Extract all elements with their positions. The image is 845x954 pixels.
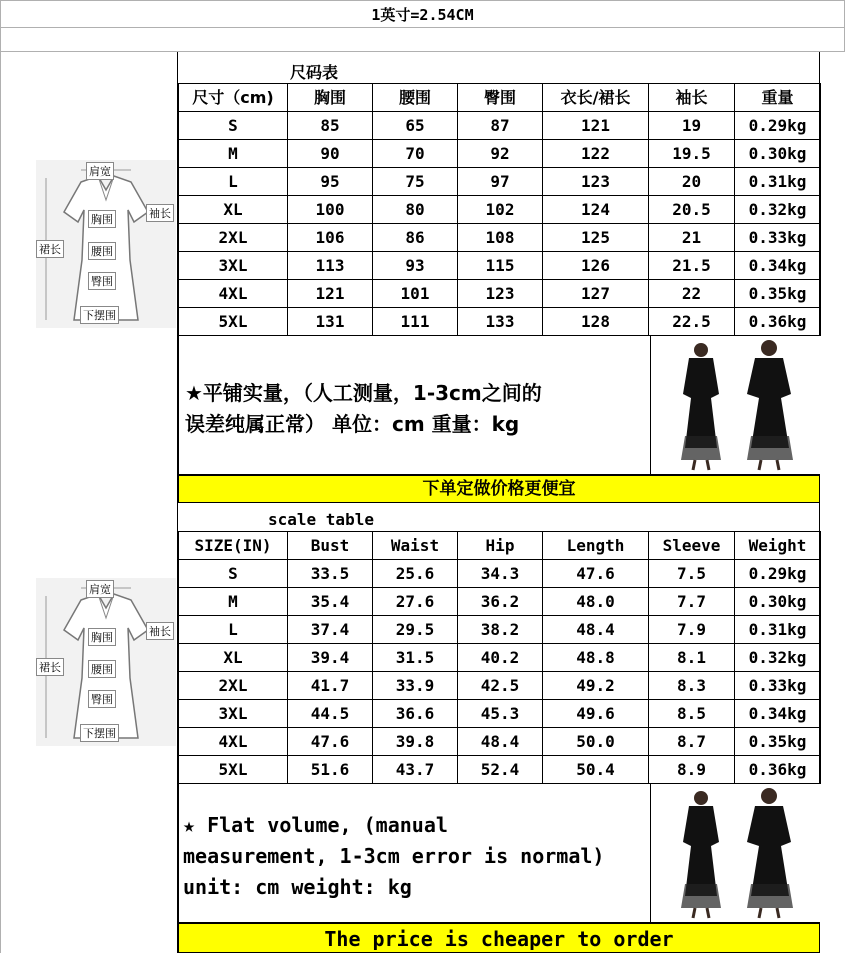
table-cell: 22.5 xyxy=(649,308,735,336)
table-cell: 4XL xyxy=(179,728,288,756)
table-row xyxy=(179,168,821,196)
size-table-inch xyxy=(178,531,821,784)
table-cell: 86 xyxy=(373,224,458,252)
table-cell: 7.5 xyxy=(649,560,735,588)
table-cell: 75 xyxy=(373,168,458,196)
table-cell: 0.34kg xyxy=(735,252,821,280)
diagram-label-shoulder: 肩宽 xyxy=(86,580,114,598)
table-cell: 65 xyxy=(373,112,458,140)
table-cell: 31.5 xyxy=(373,644,458,672)
table-cell: 0.30kg xyxy=(735,588,821,616)
table-cell: 19.5 xyxy=(649,140,735,168)
table-cell: 113 xyxy=(288,252,373,280)
table-cell: 48.4 xyxy=(543,616,649,644)
table-row xyxy=(179,700,821,728)
table-cell: 128 xyxy=(543,308,649,336)
note-line: ★平铺实量，（人工测量，1-3cm之间的 xyxy=(185,381,542,405)
column-header: Bust xyxy=(288,532,373,560)
table-cell: 42.5 xyxy=(458,672,543,700)
table-row xyxy=(179,224,821,252)
table-cell: 47.6 xyxy=(543,560,649,588)
table-cell: 0.31kg xyxy=(735,616,821,644)
table-cell: 2XL xyxy=(179,672,288,700)
table-cell: 8.1 xyxy=(649,644,735,672)
table-row xyxy=(179,756,821,784)
table-cell: 122 xyxy=(543,140,649,168)
chart-caption: scale table xyxy=(268,510,374,529)
table-cell: 95 xyxy=(288,168,373,196)
table-cell: 8.3 xyxy=(649,672,735,700)
table-cell: 48.4 xyxy=(458,728,543,756)
column-header: 臀围 xyxy=(458,84,543,112)
table-cell: 50.4 xyxy=(543,756,649,784)
diagram-label-sleeve: 袖长 xyxy=(146,204,174,222)
table-cell: 20 xyxy=(649,168,735,196)
price-banner: 下单定做价格更便宜 xyxy=(178,475,820,503)
table-cell: 38.2 xyxy=(458,616,543,644)
table-cell: 127 xyxy=(543,280,649,308)
table-cell: 90 xyxy=(288,140,373,168)
table-cell: S xyxy=(179,560,288,588)
table-cell: 25.6 xyxy=(373,560,458,588)
column-header: Hip xyxy=(458,532,543,560)
table-cell: 0.33kg xyxy=(735,672,821,700)
note-text xyxy=(185,378,542,440)
diagram-label-shoulder: 肩宽 xyxy=(86,162,114,180)
table-cell: 39.8 xyxy=(373,728,458,756)
table-row xyxy=(179,672,821,700)
column-header: Sleeve xyxy=(649,532,735,560)
table-cell: M xyxy=(179,588,288,616)
table-cell: 27.6 xyxy=(373,588,458,616)
table-cell: 0.31kg xyxy=(735,168,821,196)
table-row xyxy=(179,616,821,644)
model-photo xyxy=(650,336,820,474)
price-banner: The price is cheaper to order xyxy=(178,923,820,953)
size-table-cm xyxy=(178,83,821,336)
table-row xyxy=(179,308,821,336)
table-cell: 52.4 xyxy=(458,756,543,784)
table-row xyxy=(179,140,821,168)
column-header: 腰围 xyxy=(373,84,458,112)
note-text xyxy=(183,810,604,903)
table-cell: L xyxy=(179,616,288,644)
diagram-label-waist: 腰围 xyxy=(88,660,116,678)
table-cell: 22 xyxy=(649,280,735,308)
table-cell: 0.36kg xyxy=(735,756,821,784)
table-cell: 123 xyxy=(458,280,543,308)
note-line: ★ Flat volume, (manual xyxy=(183,813,448,837)
table-row xyxy=(179,280,821,308)
table-cell: 70 xyxy=(373,140,458,168)
column-header: 重量 xyxy=(735,84,821,112)
diagram-label-hem: 下摆围 xyxy=(80,724,119,742)
table-cell: 125 xyxy=(543,224,649,252)
table-row xyxy=(179,196,821,224)
table-cell: XL xyxy=(179,644,288,672)
diagram-label-chest: 胸围 xyxy=(88,210,116,228)
table-cell: 40.2 xyxy=(458,644,543,672)
table-cell: 36.2 xyxy=(458,588,543,616)
table-cell: 21 xyxy=(649,224,735,252)
table-cell: 131 xyxy=(288,308,373,336)
table-cell: 121 xyxy=(543,112,649,140)
note-line: measurement, 1-3cm error is normal) xyxy=(183,844,605,868)
table-cell: 5XL xyxy=(179,308,288,336)
table-cell: 0.35kg xyxy=(735,728,821,756)
table-cell: XL xyxy=(179,196,288,224)
table-cell: 2XL xyxy=(179,224,288,252)
table-cell: 29.5 xyxy=(373,616,458,644)
table-cell: 0.34kg xyxy=(735,700,821,728)
table-cell: 3XL xyxy=(179,700,288,728)
table-cell: 80 xyxy=(373,196,458,224)
table-cell: 51.6 xyxy=(288,756,373,784)
table-cell: 123 xyxy=(543,168,649,196)
diagram-label-hip: 臀围 xyxy=(88,272,116,290)
note-box xyxy=(178,783,820,923)
table-header-row xyxy=(179,84,821,112)
table-cell: 0.33kg xyxy=(735,224,821,252)
table-cell: 121 xyxy=(288,280,373,308)
table-cell: 8.7 xyxy=(649,728,735,756)
table-row xyxy=(179,644,821,672)
table-row xyxy=(179,560,821,588)
table-cell: 133 xyxy=(458,308,543,336)
table-cell: 35.4 xyxy=(288,588,373,616)
table-cell: 0.36kg xyxy=(735,308,821,336)
table-cell: 41.7 xyxy=(288,672,373,700)
table-cell: 93 xyxy=(373,252,458,280)
column-header: 胸围 xyxy=(288,84,373,112)
diagram-label-length: 裙长 xyxy=(36,658,64,676)
diagram-label-length: 裙长 xyxy=(36,240,64,258)
table-cell: 85 xyxy=(288,112,373,140)
table-cell: 43.7 xyxy=(373,756,458,784)
table-cell: 44.5 xyxy=(288,700,373,728)
diagram-label-waist: 腰围 xyxy=(88,242,116,260)
table-cell: 0.30kg xyxy=(735,140,821,168)
column-header: Length xyxy=(543,532,649,560)
table-cell: 3XL xyxy=(179,252,288,280)
table-cell: 39.4 xyxy=(288,644,373,672)
table-cell: 102 xyxy=(458,196,543,224)
table-cell: 7.9 xyxy=(649,616,735,644)
table-cell: 8.5 xyxy=(649,700,735,728)
table-row xyxy=(179,252,821,280)
table-cell: M xyxy=(179,140,288,168)
table-cell: S xyxy=(179,112,288,140)
diagram-label-hem: 下摆围 xyxy=(80,306,119,324)
table-cell: 20.5 xyxy=(649,196,735,224)
table-cell: 101 xyxy=(373,280,458,308)
table-cell: 108 xyxy=(458,224,543,252)
table-header-row xyxy=(179,532,821,560)
table-cell: 7.7 xyxy=(649,588,735,616)
table-row xyxy=(179,112,821,140)
table-cell: 37.4 xyxy=(288,616,373,644)
table-cell: 0.29kg xyxy=(735,560,821,588)
page-title: 1英寸=2.54CM xyxy=(0,0,845,28)
column-header: Weight xyxy=(735,532,821,560)
table-row xyxy=(179,728,821,756)
column-header: Waist xyxy=(373,532,458,560)
column-header: 袖长 xyxy=(649,84,735,112)
table-cell: 48.0 xyxy=(543,588,649,616)
dress-measurement-diagram xyxy=(36,578,176,746)
table-cell: 49.2 xyxy=(543,672,649,700)
table-cell: 0.29kg xyxy=(735,112,821,140)
table-cell: 106 xyxy=(288,224,373,252)
table-cell: 45.3 xyxy=(458,700,543,728)
column-header: 尺寸（cm) xyxy=(179,84,288,112)
table-cell: L xyxy=(179,168,288,196)
table-cell: 36.6 xyxy=(373,700,458,728)
table-cell: 0.35kg xyxy=(735,280,821,308)
table-row xyxy=(179,588,821,616)
note-box xyxy=(178,335,820,475)
table-cell: 5XL xyxy=(179,756,288,784)
table-cell: 0.32kg xyxy=(735,196,821,224)
table-cell: 50.0 xyxy=(543,728,649,756)
table-cell: 8.9 xyxy=(649,756,735,784)
table-cell: 4XL xyxy=(179,280,288,308)
diagram-label-sleeve: 袖长 xyxy=(146,622,174,640)
table-cell: 33.9 xyxy=(373,672,458,700)
table-cell: 115 xyxy=(458,252,543,280)
table-cell: 87 xyxy=(458,112,543,140)
spacer-row xyxy=(0,28,845,52)
table-cell: 111 xyxy=(373,308,458,336)
table-cell: 97 xyxy=(458,168,543,196)
table-cell: 48.8 xyxy=(543,644,649,672)
dress-measurement-diagram xyxy=(36,160,176,328)
diagram-label-chest: 胸围 xyxy=(88,628,116,646)
table-cell: 49.6 xyxy=(543,700,649,728)
diagram-label-hip: 臀围 xyxy=(88,690,116,708)
table-cell: 92 xyxy=(458,140,543,168)
table-cell: 33.5 xyxy=(288,560,373,588)
table-cell: 19 xyxy=(649,112,735,140)
table-cell: 126 xyxy=(543,252,649,280)
column-header: 衣长/裙长 xyxy=(543,84,649,112)
table-cell: 124 xyxy=(543,196,649,224)
table-cell: 21.5 xyxy=(649,252,735,280)
table-cell: 0.32kg xyxy=(735,644,821,672)
table-cell: 34.3 xyxy=(458,560,543,588)
column-header: SIZE(IN) xyxy=(179,532,288,560)
note-line: unit: cm weight: kg xyxy=(183,875,412,899)
note-line: 误差纯属正常） 单位：cm 重量：kg xyxy=(185,412,520,436)
table-cell: 100 xyxy=(288,196,373,224)
table-cell: 47.6 xyxy=(288,728,373,756)
model-photo xyxy=(650,784,820,922)
chart-caption: 尺码表 xyxy=(290,63,339,82)
